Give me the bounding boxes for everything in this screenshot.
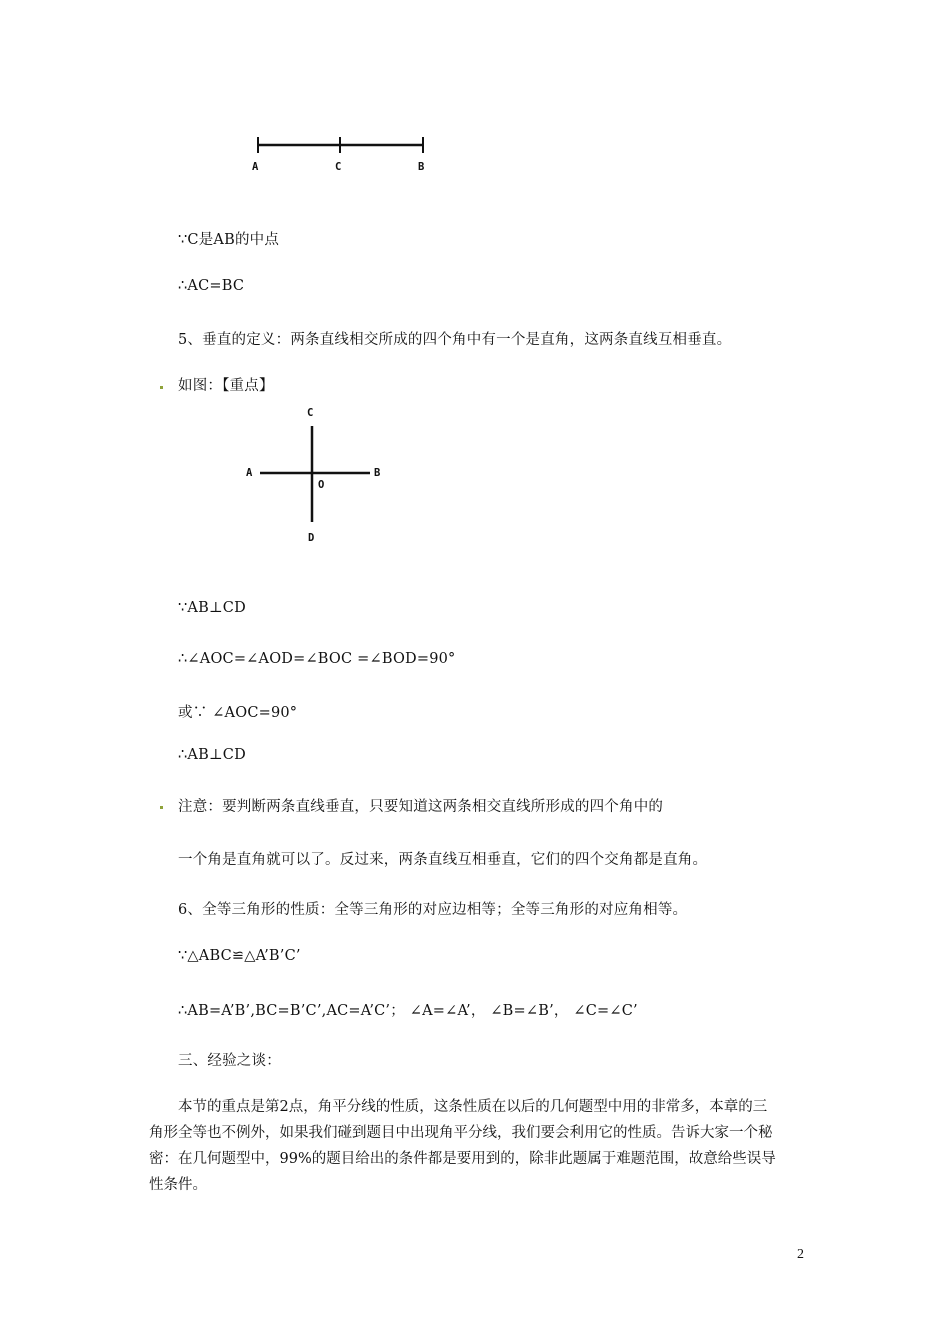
text-line: 或∵ ∠AOC=90°: [178, 705, 298, 721]
point-label-c: C: [335, 161, 342, 173]
point-label-a: A: [252, 161, 259, 173]
text-line: 5、垂直的定义：两条直线相交所成的四个角中有一个是直角，这两条直线互相垂直。: [178, 332, 732, 348]
text-line: ∴∠AOC=∠AOD=∠BOC =∠BOD=90°: [178, 651, 456, 667]
text-line: 注意：要判断两条直线垂直，只要知道这两条相交直线所形成的四个角中的: [178, 799, 664, 815]
text-line: ∵C是AB的中点: [178, 232, 280, 248]
page-number: 2: [797, 1247, 804, 1262]
summary-paragraph: 本节的重点是第2点，角平分线的性质，这条性质在以后的几何题型中用的非常多，本章的三角形全等也不例外，如果我们碰到题目中出现角平分线，我们要会利用它的性质。告诉大家一个秘密：在几何题型中，99%的题目给出的条件都是要用到的，除非此题属于难题范围，故意给些误导性条件。: [149, 1099, 776, 1193]
text-line: ∴AB=A’B’,BC=B’C’,AC=A’C’； ∠A=∠A’， ∠B=∠B’， ∠C=∠C’: [178, 1003, 638, 1019]
point-label-c: C: [307, 407, 314, 419]
text-line: ∵AB⊥CD: [178, 600, 246, 616]
text-line: 一个角是直角就可以了。反过来，两条直线互相垂直，它们的四个交角都是直角。: [178, 852, 708, 868]
text-line: ∴AB⊥CD: [178, 747, 246, 763]
point-label-d: D: [308, 532, 315, 544]
section-heading: 三、经验之谈：: [178, 1053, 281, 1069]
point-label-b: B: [418, 161, 425, 173]
text-line: ∵△ABC≌△A’B’C’: [178, 948, 301, 964]
marker-dot: [160, 806, 163, 809]
text-line: 如图：【重点】: [178, 378, 274, 394]
text-line: 6、全等三角形的性质：全等三角形的对应边相等；全等三角形的对应角相等。: [178, 902, 688, 918]
segment-figure: [248, 132, 438, 182]
point-label-b: B: [374, 467, 381, 479]
point-label-o: O: [318, 479, 325, 491]
point-label-a: A: [246, 467, 253, 479]
text-line: ∴AC=BC: [178, 278, 245, 294]
marker-dot: [160, 386, 163, 389]
